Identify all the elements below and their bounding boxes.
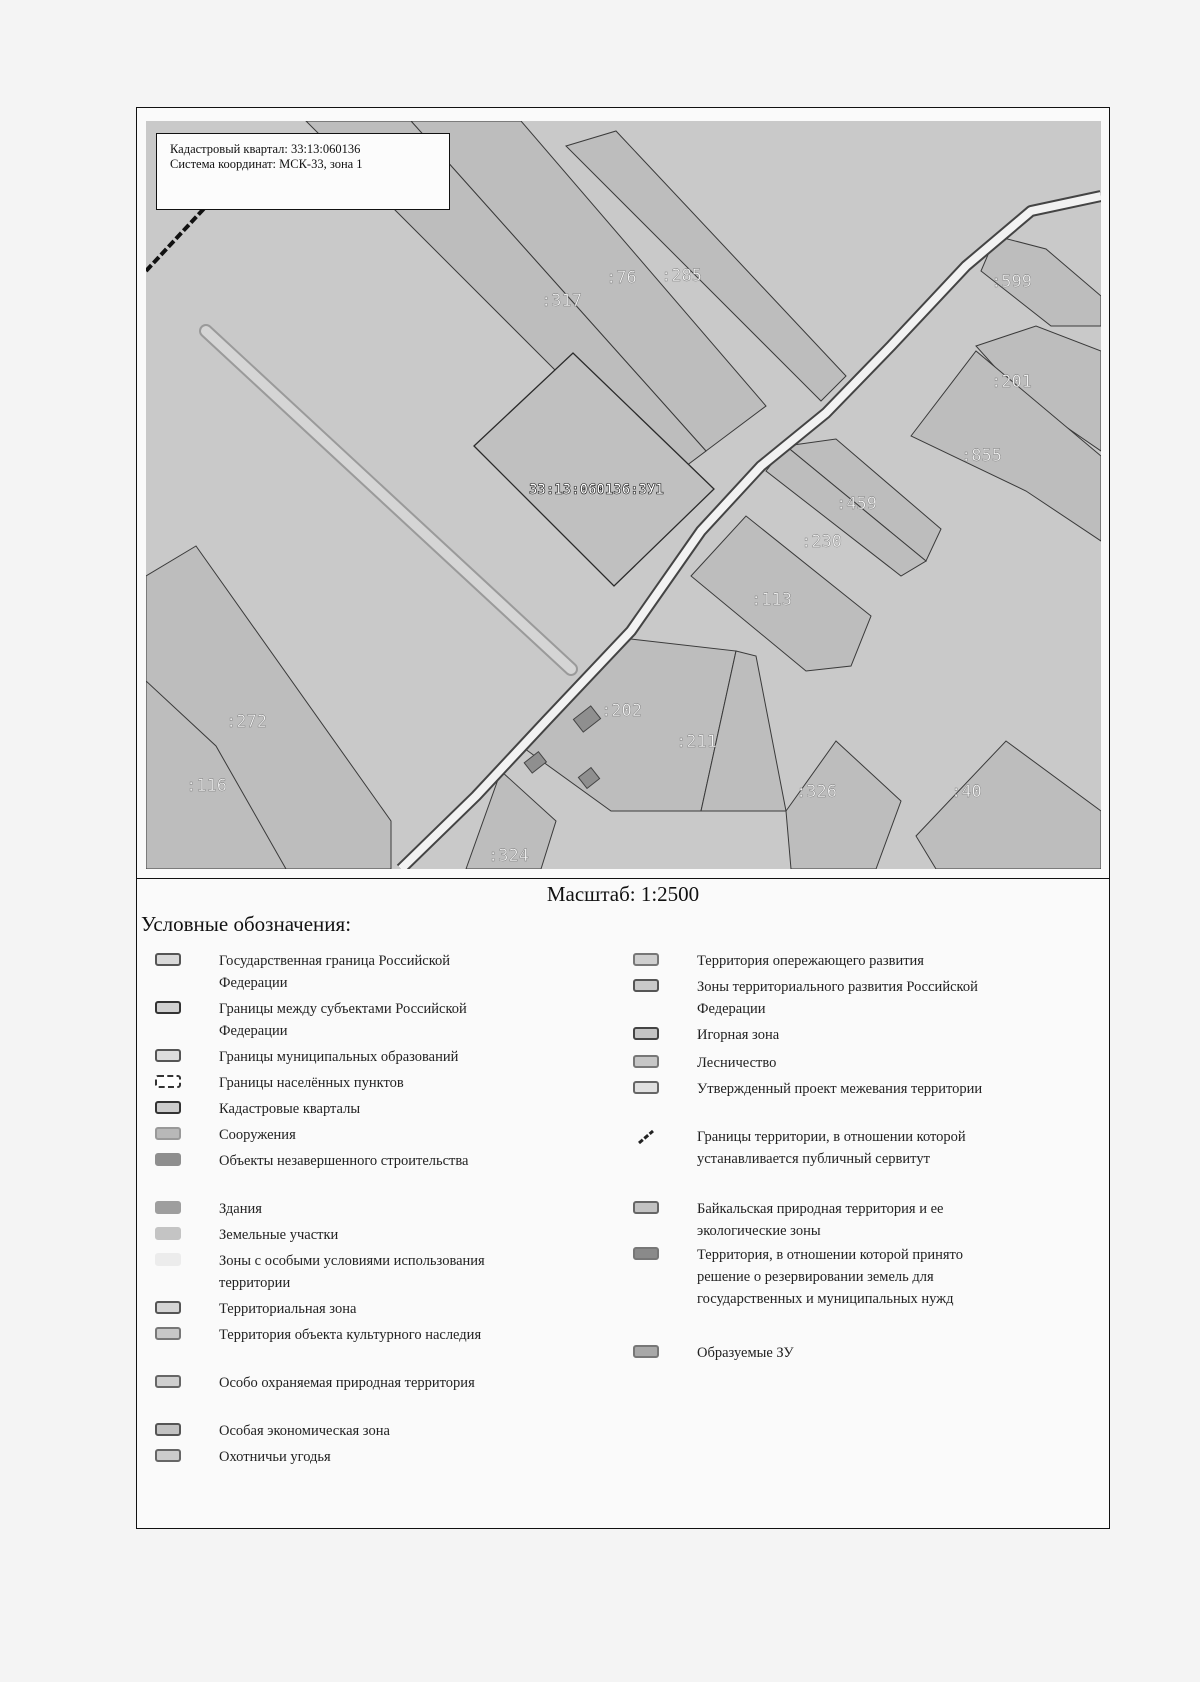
legend-label: Территория, в отношении которой принято решение о резервировании земель для государственных и муниципальных нужд (697, 1247, 963, 1307)
legend-label: Здания (219, 1201, 262, 1217)
legend-label: Границы населённых пунктов (219, 1075, 404, 1091)
map-info-box (156, 133, 450, 210)
legend-label: Игорная зона (697, 1027, 780, 1043)
parcel-label: :40 (951, 782, 982, 802)
parcel-label: :230 (801, 532, 842, 552)
legend-swatch-icon (633, 1027, 659, 1040)
legend-label: Сооружения (219, 1127, 296, 1143)
legend-swatch-icon (155, 1153, 181, 1166)
legend-item-left-5 (149, 1124, 589, 1146)
legend-swatch-icon (155, 1001, 181, 1014)
cadastral-quarter-text: Кадастровый квартал: 33:13:060136 (170, 142, 361, 156)
cadastral-map[interactable] (146, 121, 1101, 869)
legend-item-right-7 (627, 1244, 1067, 1310)
legend-swatch-icon (155, 1327, 181, 1340)
legend-swatch-icon (155, 1375, 181, 1388)
legend-item-left-4 (149, 1098, 589, 1120)
legend-item-right-0 (627, 950, 1067, 972)
legend-label: Территория объекта культурного наследия (219, 1327, 482, 1343)
coordinate-system-text: Система координат: МСК-33, зона 1 (170, 157, 363, 171)
legend-item-left-10 (149, 1298, 589, 1320)
legend-swatch-icon (155, 1127, 181, 1140)
legend-item-left-14 (149, 1446, 589, 1468)
parcel-label: :285 (661, 266, 702, 286)
parcel-label: :201 (991, 372, 1032, 392)
legend-item-right-2 (627, 1024, 1067, 1046)
parcel-40[interactable] (916, 741, 1101, 869)
legend-item-right-4 (627, 1078, 1067, 1100)
parcel-label: :326 (796, 782, 837, 802)
legend-item-left-2 (149, 1046, 589, 1068)
legend-label: Кадастровые кварталы (219, 1101, 361, 1117)
parcel-label: :202 (601, 701, 642, 721)
legend-swatch-icon (155, 1101, 181, 1114)
map-canvas[interactable] (146, 121, 1101, 869)
legend-item-right-8 (627, 1342, 1067, 1364)
parcel-label: :272 (226, 712, 267, 732)
legend-item-right-1 (627, 976, 1067, 1020)
legend-item-right-5 (627, 1126, 1067, 1170)
legend-swatch-icon (633, 1081, 659, 1094)
legend-label: Границы территории, в отношении которой устанавливается публичный сервитут (697, 1129, 966, 1167)
legend-label: Границы между субъектами Российской Федерации (219, 1001, 467, 1039)
legend-label: Охотничьи угодья (219, 1449, 331, 1465)
legend-swatch-icon (155, 1253, 181, 1266)
legend-item-left-3 (149, 1072, 589, 1094)
legend-swatch-icon (633, 953, 659, 966)
formed-parcel-label: 33:13:060136:ЗУ1 (529, 482, 664, 498)
map-divider (137, 878, 1109, 879)
legend-swatch-icon (633, 979, 659, 992)
legend-label: Зоны территориального развития Российской Федерации (697, 979, 978, 1017)
parcel-202[interactable] (521, 639, 736, 811)
legend-label: Байкальская природная территория и ее экологические зоны (697, 1201, 944, 1239)
legend-swatch-icon (155, 1049, 181, 1062)
legend-item-right-3 (627, 1052, 1067, 1074)
legend-label: Земельные участки (219, 1227, 339, 1243)
legend-item-right-6 (627, 1198, 1067, 1242)
map-sheet (136, 107, 1110, 1529)
legend-swatch-icon (155, 1201, 181, 1214)
parcel-label: :113 (751, 590, 792, 610)
legend-label: Границы муниципальных образований (219, 1049, 459, 1065)
legend-swatch-icon (155, 1449, 181, 1462)
parcel-label: :459 (836, 494, 877, 514)
legend-item-left-12 (149, 1372, 589, 1394)
legend-swatch-icon (155, 1075, 181, 1088)
parcel-label: :76 (606, 268, 637, 288)
parcel-label: :324 (488, 846, 529, 866)
legend-label: Особо охраняемая природная территория (219, 1375, 475, 1391)
legend-label: Государственная граница Российской Федерации (219, 953, 451, 991)
legend-label: Лесничество (697, 1055, 777, 1071)
parcel-326[interactable] (786, 741, 901, 869)
legend-item-left-11 (149, 1324, 589, 1346)
parcel-label: :211 (676, 732, 717, 752)
legend-item-left-1 (149, 998, 589, 1042)
legend-swatch-icon (155, 953, 181, 966)
legend-swatch-icon (155, 1423, 181, 1436)
legend-swatch-icon (633, 1345, 659, 1358)
legend-label: Объекты незавершенного строительства (219, 1153, 469, 1169)
legend-item-left-9 (149, 1250, 589, 1294)
legend-swatch-icon (633, 1129, 659, 1142)
parcel-label: :317 (541, 291, 582, 311)
legend-swatch-icon (155, 1227, 181, 1240)
parcel-label: :855 (961, 446, 1002, 466)
legend-label: Территориальная зона (219, 1301, 357, 1317)
access-strip-inner (206, 331, 571, 669)
legend-label: Территория опережающего развития (697, 953, 924, 969)
legend-label: Утвержденный проект межевания территории (697, 1081, 983, 1097)
parcel-label: :116 (186, 776, 227, 796)
legend-label: Особая экономическая зона (219, 1423, 390, 1439)
settlement-boundary (146, 201, 211, 271)
legend-item-left-6 (149, 1150, 589, 1172)
legend-swatch-icon (633, 1247, 659, 1260)
legend-item-left-7 (149, 1198, 589, 1220)
legend-swatch-icon (633, 1201, 659, 1214)
legend-item-left-13 (149, 1420, 589, 1442)
parcel-label: :599 (991, 272, 1032, 292)
legend-title: Условные обозначения: (141, 912, 352, 936)
legend-label: Образуемые ЗУ (697, 1345, 794, 1361)
legend-label: Зоны с особыми условиями использования территории (219, 1253, 485, 1291)
legend-item-left-8 (149, 1224, 589, 1246)
map-scale: Масштаб: 1:2500 (546, 882, 700, 906)
legend-item-left-0 (149, 950, 589, 994)
legend-swatch-icon (155, 1301, 181, 1314)
legend-swatch-icon (633, 1055, 659, 1068)
